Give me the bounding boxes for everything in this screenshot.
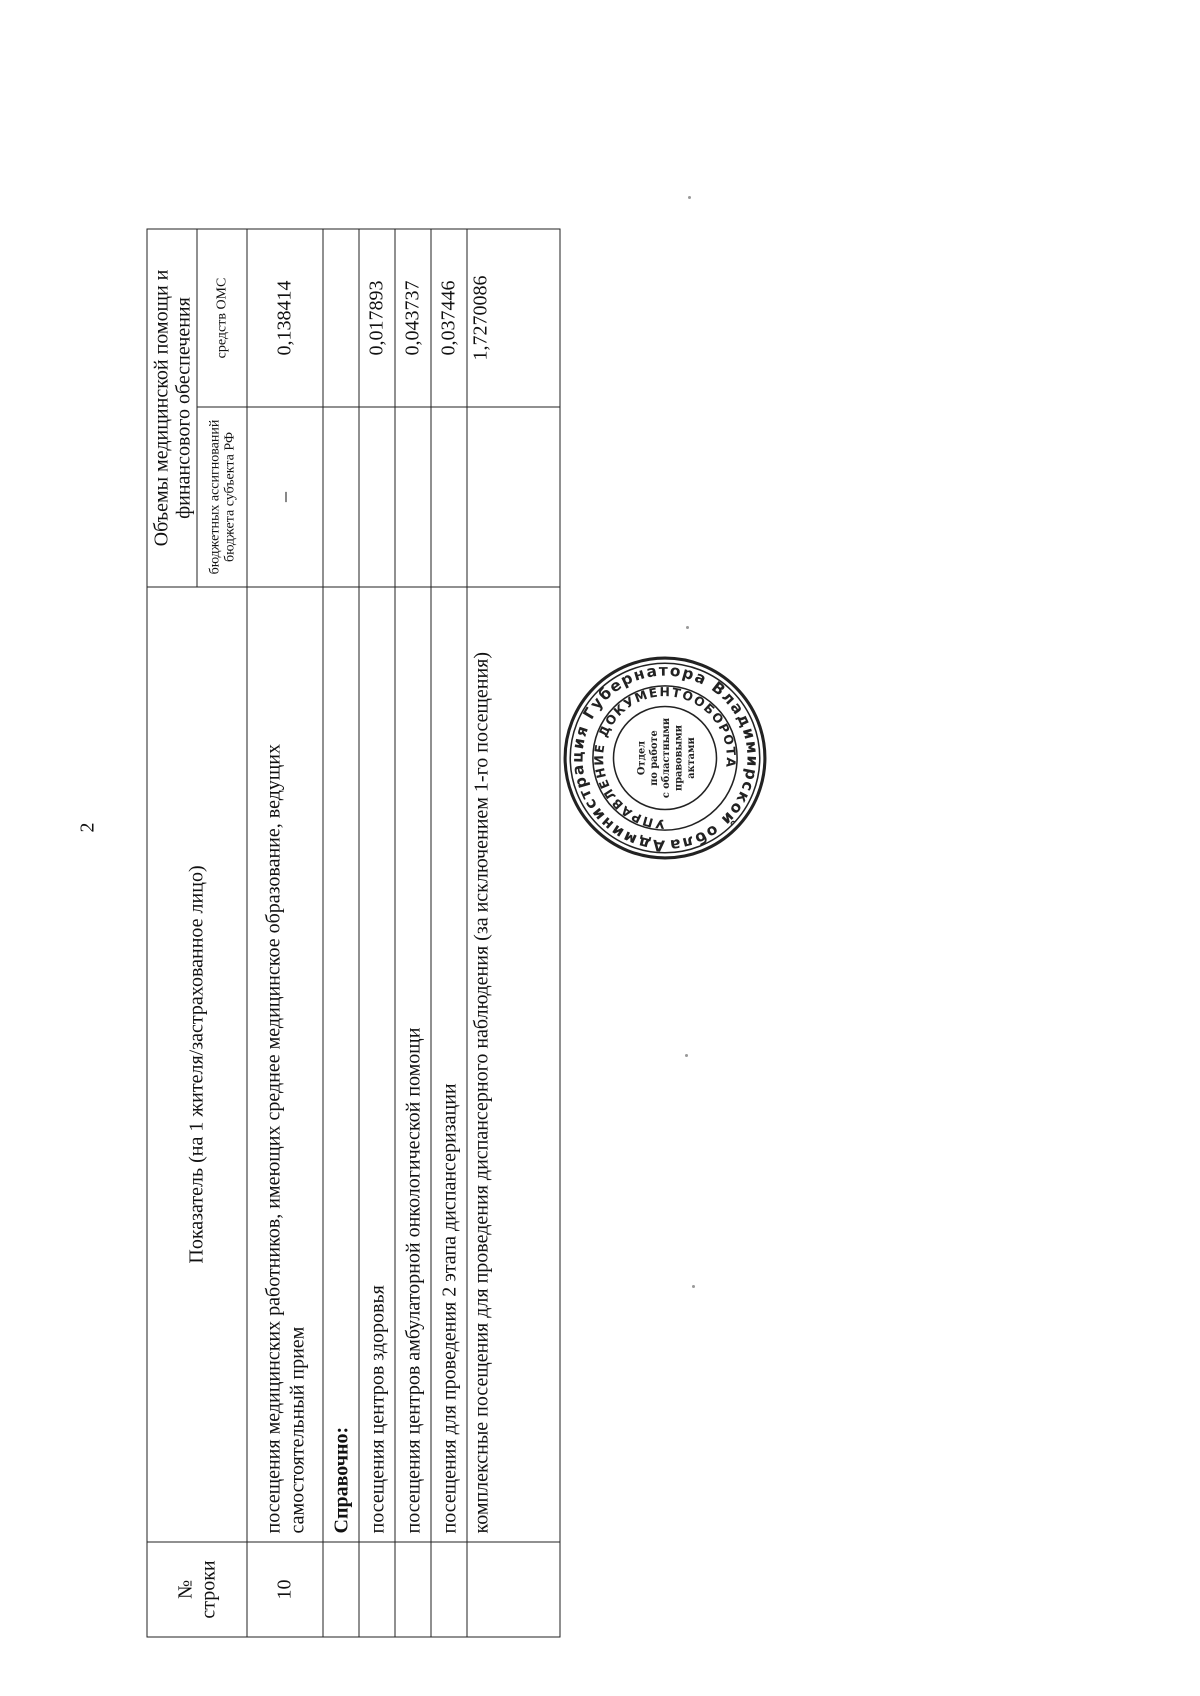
- table-row: [247, 228, 323, 1636]
- scan-speck: [692, 1285, 695, 1288]
- header-volumes: Объемы медицинской помощи и финансового обеспечения: [147, 228, 197, 586]
- stamp-center-line: по работе: [648, 730, 660, 786]
- scan-speck: [685, 1054, 688, 1057]
- row-number: [431, 1542, 467, 1637]
- table-row: [323, 228, 359, 1636]
- row-budget: [323, 407, 359, 587]
- scan-speck: [686, 626, 689, 629]
- scan-speck: [688, 196, 691, 199]
- row-budget: –: [247, 407, 323, 587]
- row-oms: 0,043737: [395, 228, 431, 406]
- row-number: [323, 1542, 359, 1637]
- stamp-center-line: Отдел: [636, 740, 648, 776]
- row-number: [467, 1542, 560, 1637]
- table-row: [431, 228, 467, 1636]
- row-oms: [323, 228, 359, 406]
- header-indicator: Показатель (на 1 жителя/застрахованное лицо): [147, 587, 247, 1542]
- stamp-inner-text: УПРАВЛЕНИЕ ДОКУМЕНТООБОРОТА: [592, 685, 739, 832]
- stamp-center-line: с областными: [661, 717, 673, 799]
- row-indicator: комплексные посещения для проведения диспансерного наблюдения (за исключением 1-го посещения): [467, 587, 560, 1542]
- header-row-number: № строки: [147, 1542, 247, 1637]
- stamp-center-line: актами: [685, 737, 697, 779]
- table-row: [359, 228, 395, 1636]
- row-oms: 0,138414: [247, 228, 323, 406]
- table-row: [467, 228, 560, 1636]
- row-indicator: посещения медицинских работников, имеющих среднее медицинское образование, ведущих самостоятельный прием: [247, 587, 323, 1542]
- row-number: [359, 1542, 395, 1637]
- table-row: [395, 228, 431, 1636]
- table-container: [147, 229, 560, 1637]
- row-number: 10: [247, 1542, 323, 1637]
- row-oms: 0,037446: [431, 228, 467, 406]
- stamp-center-line: правовыми: [673, 725, 685, 791]
- row-budget: [359, 407, 395, 587]
- row-number: [395, 1542, 431, 1637]
- stamp-outer-text: Администрация Губернатора Владимирской обла: [568, 661, 762, 855]
- row-indicator: Справочно:: [323, 587, 359, 1542]
- header-budget: бюджетных ассигнований бюджета субъекта РФ: [197, 407, 247, 587]
- row-budget: [431, 407, 467, 587]
- row-indicator: посещения центров амбулаторной онкологической помощи: [395, 587, 431, 1542]
- row-oms: 1,7270086: [467, 228, 560, 406]
- page-number: 2: [76, 822, 99, 833]
- row-oms: 0,017893: [359, 228, 395, 406]
- row-indicator: посещения для проведения 2 этапа диспансеризации: [431, 587, 467, 1542]
- header-oms: средств ОМС: [197, 228, 247, 406]
- row-indicator: посещения центров здоровья: [359, 587, 395, 1542]
- row-budget: [395, 407, 431, 587]
- row-budget: [467, 407, 560, 587]
- volumes-table: [147, 228, 561, 1637]
- official-stamp: [562, 655, 768, 861]
- stamp-seal-icon: [562, 655, 768, 861]
